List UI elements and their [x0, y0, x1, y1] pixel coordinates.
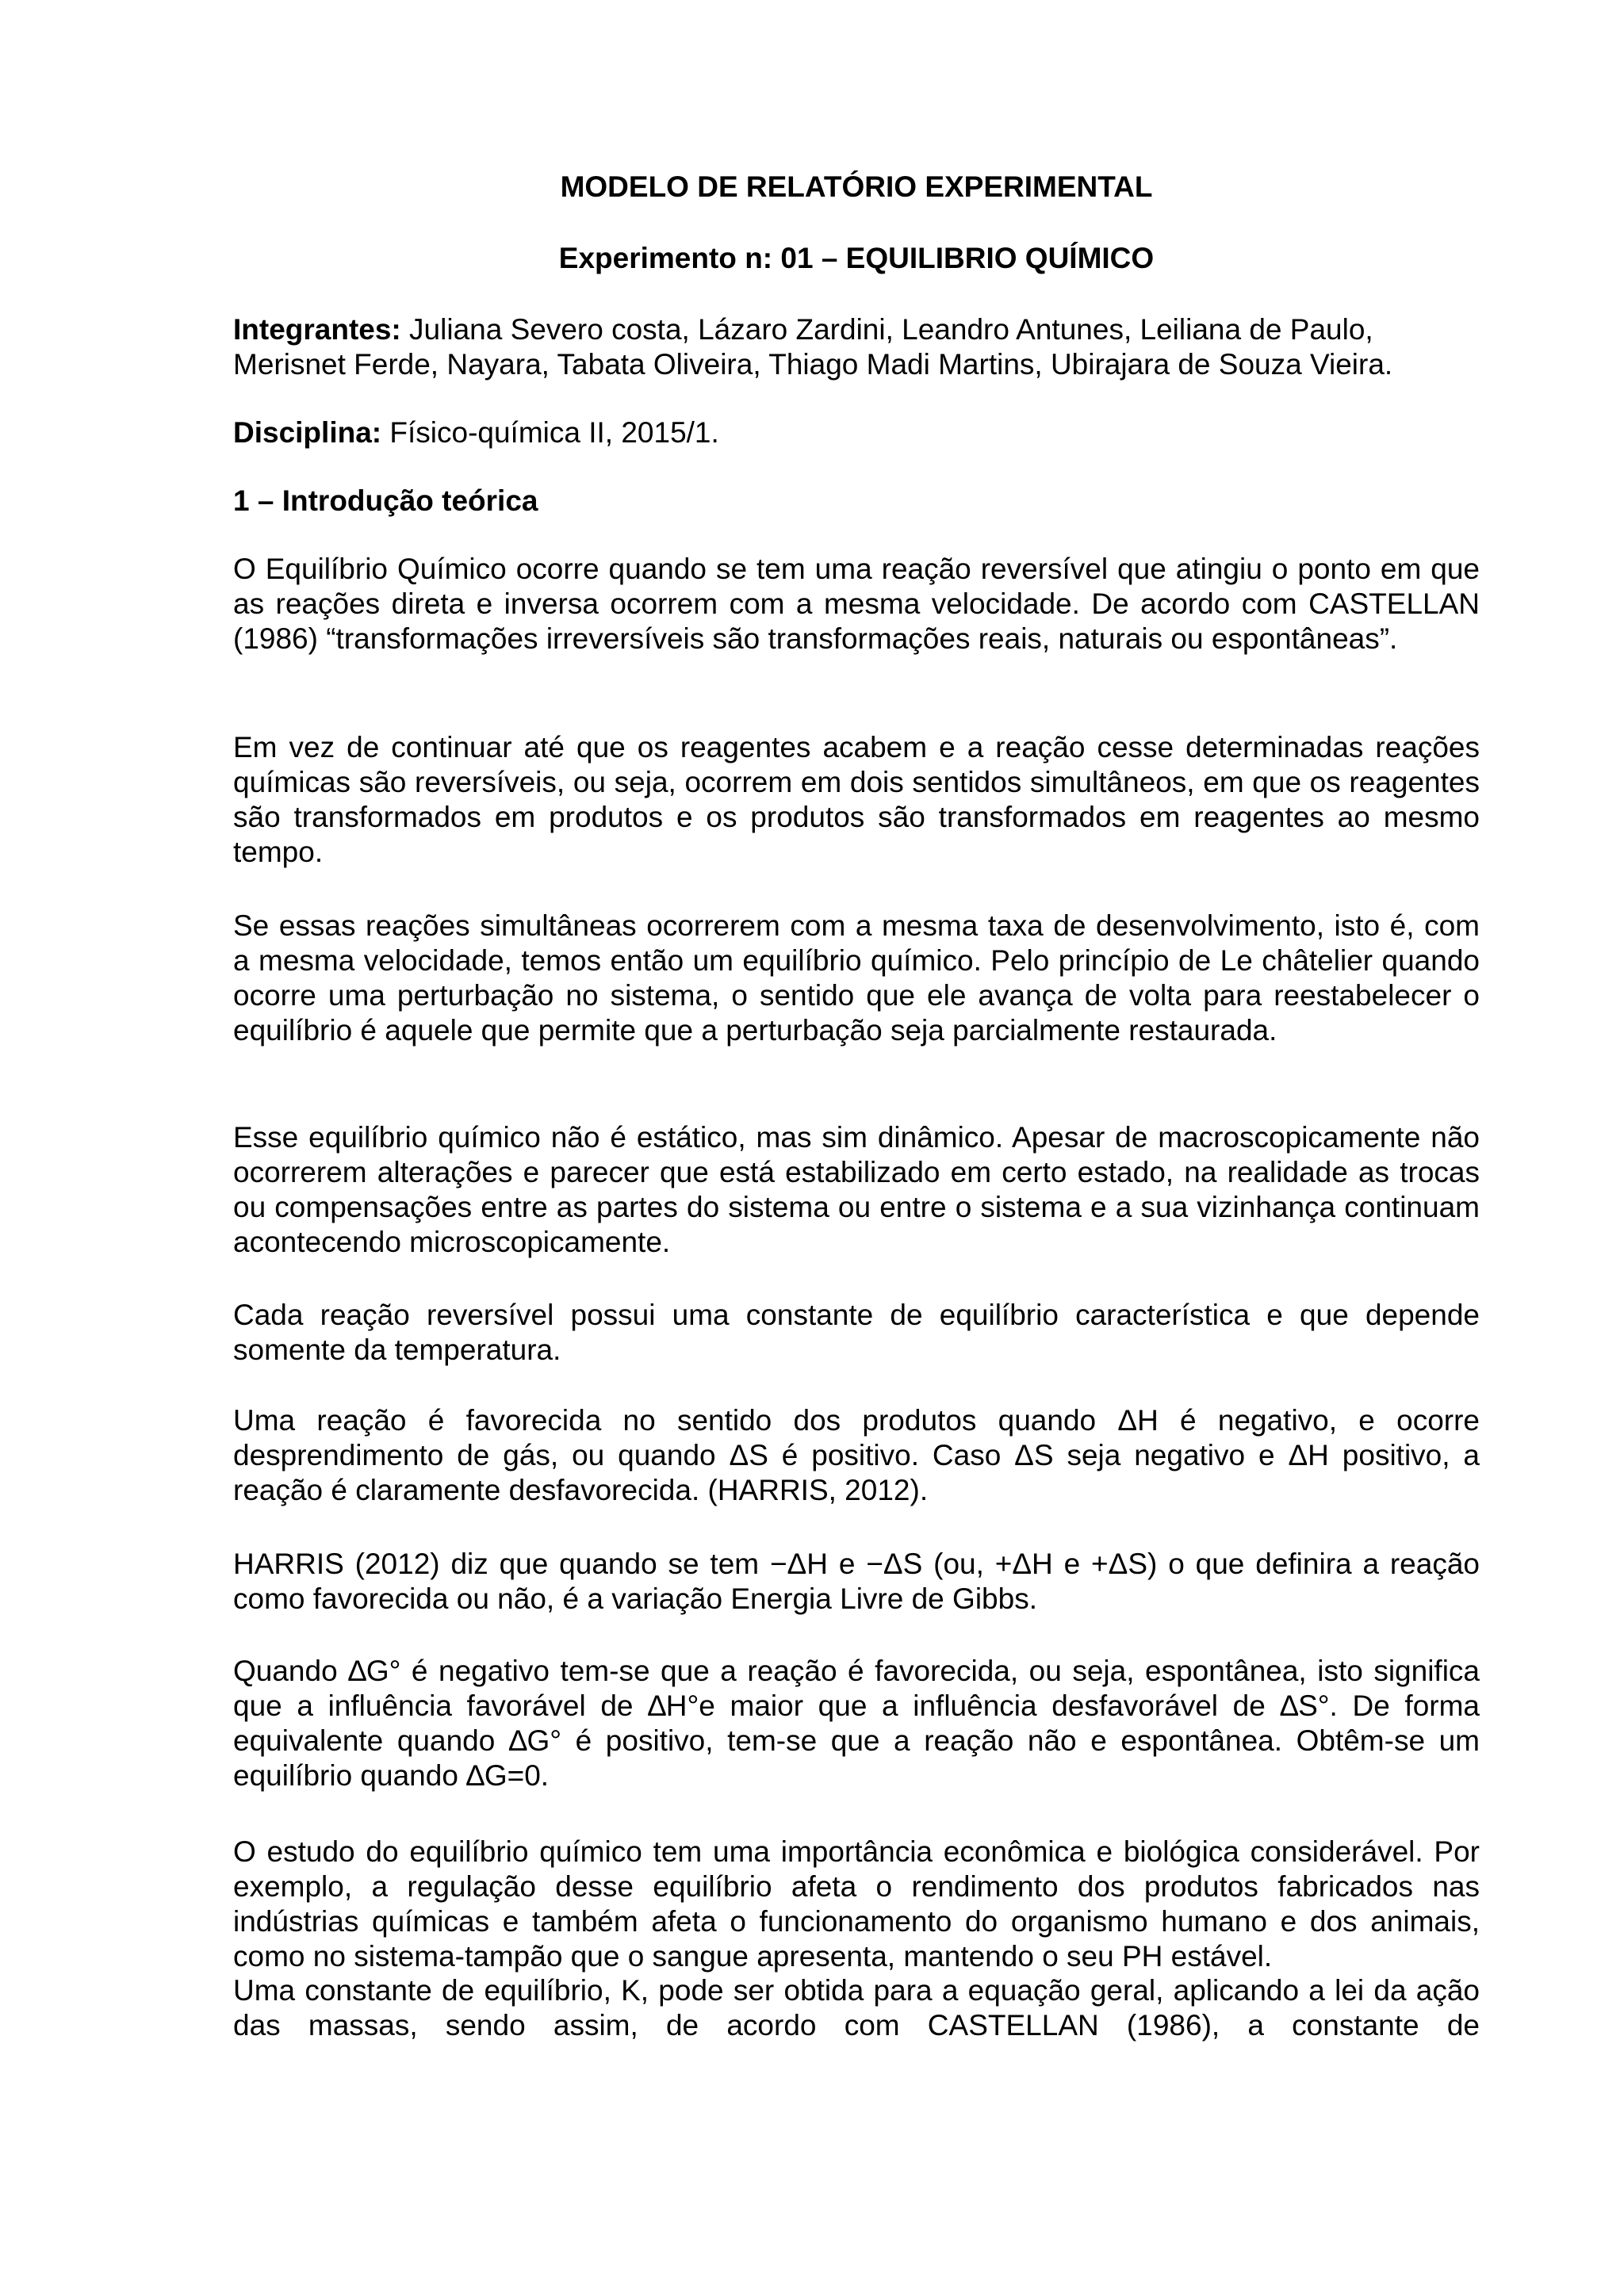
discipline-line — [233, 415, 1480, 450]
members-text: Juliana Severo costa, Lázaro Zardini, Leandro Antunes, Leiliana de Paulo, Merisnet Ferde, Nayara, Tabata Oliveira, Thiago Madi Martins, Ubirajara de Souza Vieira. — [233, 313, 1393, 381]
members-line — [233, 312, 1480, 382]
paragraph-4: Esse equilíbrio químico não é estático, mas sim dinâmico. Apesar de macroscopicamente não ocorrerem alterações e parecer que está estabilizado em certo estado, na realidade as trocas ou compensações entre as partes do sistema ou entre o sistema e a sua vizinhança continuam acontecendo microscopicamente. — [233, 1121, 1480, 1258]
section-heading: 1 – Introdução teórica — [233, 484, 538, 517]
paragraph-2: Em vez de continuar até que os reagentes acabem e a reação cesse determinadas reações químicas são reversíveis, ou seja, ocorrem em dois sentidos simultâneos, em que os reagentes são transformados em produtos e os produtos são transformados em reagentes ao mesmo tempo. — [233, 731, 1480, 868]
discipline-label: Disciplina: — [233, 416, 382, 449]
paragraph-7: HARRIS (2012) diz que quando se tem −ΔH e −ΔS (ou, +ΔH e +ΔS) o que definira a reação como favorecida ou não, é a variação Energia Livre de Gibbs. — [233, 1548, 1480, 1615]
discipline-text: Físico-química II, 2015/1. — [389, 416, 719, 449]
paragraph-6: Uma reação é favorecida no sentido dos produtos quando ΔH é negativo, e ocorre desprendimento de gás, ou quando ΔS é positivo. Caso ΔS seja negativo e ΔH positivo, a reação é claramente desfavorecida. (HARRIS, 2012). — [233, 1404, 1480, 1506]
document-title: MODELO DE RELATÓRIO EXPERIMENTAL — [560, 170, 1153, 203]
paragraph-1: O Equilíbrio Químico ocorre quando se tem uma reação reversível que atingiu o ponto em que as reações direta e inversa ocorrem com a mesma velocidade. De acordo com CASTELLAN (1986) “transformações irreversíveis são transformações reais, naturais ou espontâneas”. — [233, 553, 1480, 655]
paragraph-5: Cada reação reversível possui uma constante de equilíbrio característica e que depende somente da temperatura. — [233, 1299, 1480, 1366]
members-label: Integrantes: — [233, 313, 401, 346]
paragraph-10: Uma constante de equilíbrio, K, pode ser obtida para a equação geral, aplicando a lei da ação das massas, sendo assim, de acordo com CASTELLAN (1986), a constante de — [233, 1974, 1480, 2042]
paragraph-8: Quando ∆G° é negativo tem-se que a reação é favorecida, ou seja, espontânea, isto significa que a influência favorável de ∆H°e maior que a influência desfavorável de ∆S°. De forma equivalente quando ∆G° é positivo, tem-se que a reação não e espontânea. Obtêm-se um equilíbrio quando ∆G=0. — [233, 1655, 1480, 1792]
paragraph-9: O estudo do equilíbrio químico tem uma importância econômica e biológica considerável. Por exemplo, a regulação desse equilíbrio afeta o rendimento dos produtos fabricados nas indústrias químicas e também afeta o funcionamento do organismo humano e dos animais, como no sistema-tampão que o sangue apresenta, mantendo o seu PH estável. — [233, 1835, 1480, 1973]
paragraph-3: Se essas reações simultâneas ocorrerem com a mesma taxa de desenvolvimento, isto é, com a mesma velocidade, temos então um equilíbrio químico. Pelo princípio de Le châtelier quando ocorre uma perturbação no sistema, o sentido que ele avança de volta para reestabelecer o equilíbrio é aquele que permite que a perturbação seja parcialmente restaurada. — [233, 909, 1480, 1047]
document-page — [233, 0, 1480, 2296]
experiment-title: Experimento n: 01 – EQUILIBRIO QUÍMICO — [558, 242, 1155, 274]
